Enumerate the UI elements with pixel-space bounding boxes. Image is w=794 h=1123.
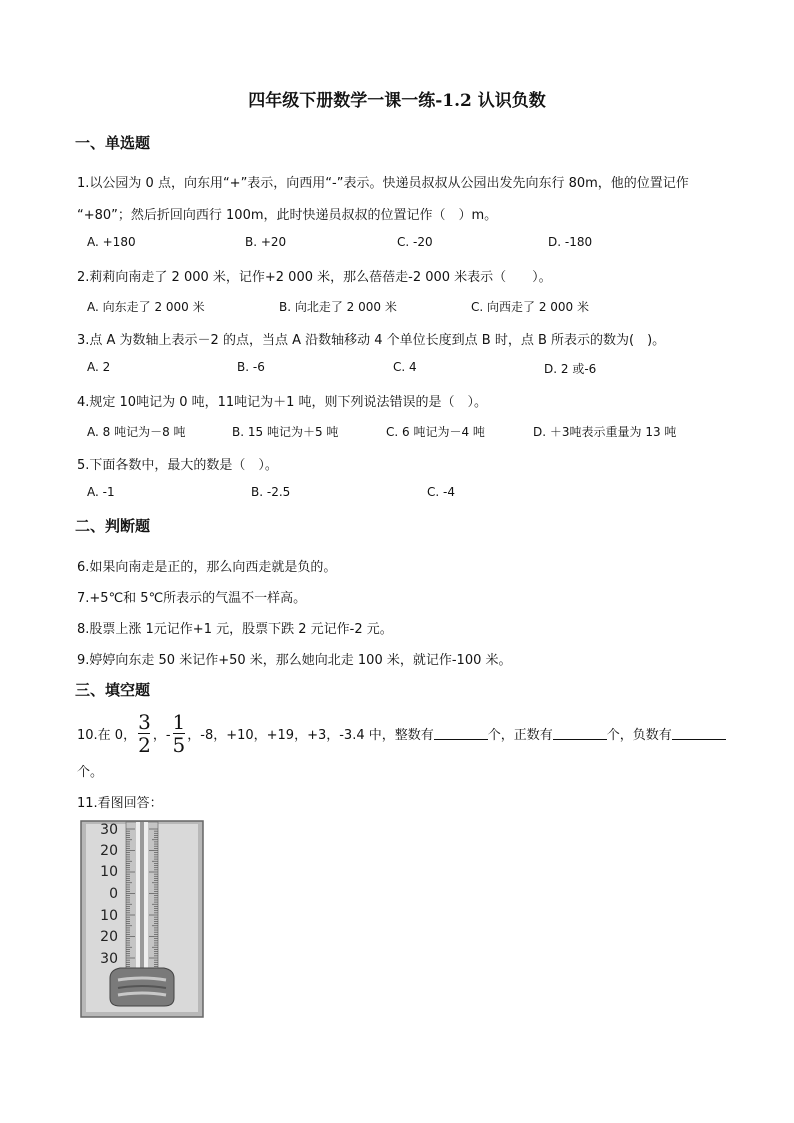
question-10-list: ，-8，+10，+19，+3，-3.4 中，整数有 — [187, 728, 434, 743]
option-d: D. ＋3吨表示重量为 13 吨 — [533, 425, 677, 439]
option-d: D. -180 — [548, 235, 593, 249]
option-c: C. 4 — [393, 360, 417, 374]
page-title: 四年级下册数学一课一练-1.2 认识负数 — [248, 91, 546, 111]
question-8: 8.股票上涨 1元记作+1 元，股票下跌 2 元记作-2 元。 — [77, 622, 393, 637]
question-10 — [77, 712, 726, 755]
section-heading-true-false: 二、判断题 — [75, 517, 151, 535]
scale-label: 20 — [100, 843, 118, 859]
scale-label: 10 — [100, 864, 118, 880]
option-b: B. -2.5 — [251, 485, 291, 499]
question-10-separator: ，- — [152, 728, 171, 743]
fraction-numerator: 1 — [172, 710, 186, 734]
scale-label: 30 — [100, 822, 118, 838]
option-a: A. 2 — [87, 360, 111, 374]
fraction-three-halves — [138, 712, 151, 755]
question-4: 4.规定 10吨记为 0 吨，11吨记为＋1 吨，则下列说法错误的是（ ）。 — [77, 395, 488, 410]
scale-label: 30 — [100, 951, 118, 967]
thermometer-image — [80, 820, 204, 1018]
section-heading-single-choice: 一、单选题 — [75, 134, 151, 152]
question-2: 2.莉莉向南走了 2 000 米，记作+2 000 米，那么蓓蓓走-2 000 米表示（ ）。 — [77, 270, 552, 285]
question-3: 3.点 A 为数轴上表示－2 的点，当点 A 沿数轴移动 4 个单位长度到点 B 时，点 B 所表示的数为( )。 — [77, 333, 666, 348]
option-c: C. -20 — [397, 235, 433, 249]
question-5: 5.下面各数中，最大的数是（ ）。 — [77, 458, 278, 473]
option-a: A. +180 — [87, 235, 136, 249]
section-heading-fill-blank: 三、填空题 — [75, 681, 151, 699]
question-10-end: 个。 — [77, 765, 104, 780]
scale-label: 0 — [109, 886, 118, 902]
question-10-prefix: 10.在 0， — [77, 728, 137, 743]
question-10-mid-2: 个，负数有 — [606, 728, 672, 743]
scale-label: 10 — [100, 908, 118, 924]
fraction-one-fifth — [173, 712, 186, 755]
option-a: A. -1 — [87, 485, 115, 499]
question-6: 6.如果向南走是正的，那么向西走就是负的。 — [77, 560, 337, 575]
scale-label: 20 — [100, 929, 118, 945]
question-1-line-1: 1.以公园为 0 点，向东用“+”表示，向西用“-”表示。快递员叔叔从公园出发先向东行 80m，他的位置记作 — [77, 176, 689, 191]
question-10-mid-1: 个，正数有 — [487, 728, 553, 743]
option-b: B. 15 吨记为＋5 吨 — [232, 425, 339, 439]
question-9: 9.婷婷向东走 50 米记作+50 米，那么她向北走 100 米，就记作-100 米。 — [77, 653, 512, 668]
option-c: C. 向西走了 2 000 米 — [471, 300, 589, 314]
answer-blank-positives[interactable] — [553, 727, 607, 740]
option-b: B. 向北走了 2 000 米 — [279, 300, 397, 314]
option-c: C. 6 吨记为－4 吨 — [386, 425, 485, 439]
option-d: D. 2 或-6 — [544, 362, 597, 376]
answer-blank-negatives[interactable] — [672, 727, 726, 740]
answer-blank-integers[interactable] — [434, 727, 488, 740]
option-b: B. -6 — [237, 360, 265, 374]
question-11: 11.看图回答： — [77, 796, 163, 811]
option-a: A. 8 吨记为－8 吨 — [87, 425, 186, 439]
option-b: B. +20 — [245, 235, 287, 249]
fraction-denominator: 2 — [138, 733, 151, 757]
option-c: C. -4 — [427, 485, 455, 499]
question-7: 7.+5℃和 5℃所表示的气温不一样高。 — [77, 591, 307, 606]
question-1-line-2: “+80”；然后折回向西行 100m，此时快递员叔叔的位置记作（ ）m。 — [77, 208, 498, 223]
fraction-numerator: 3 — [138, 710, 151, 734]
fraction-denominator: 5 — [172, 733, 186, 757]
option-a: A. 向东走了 2 000 米 — [87, 300, 205, 314]
